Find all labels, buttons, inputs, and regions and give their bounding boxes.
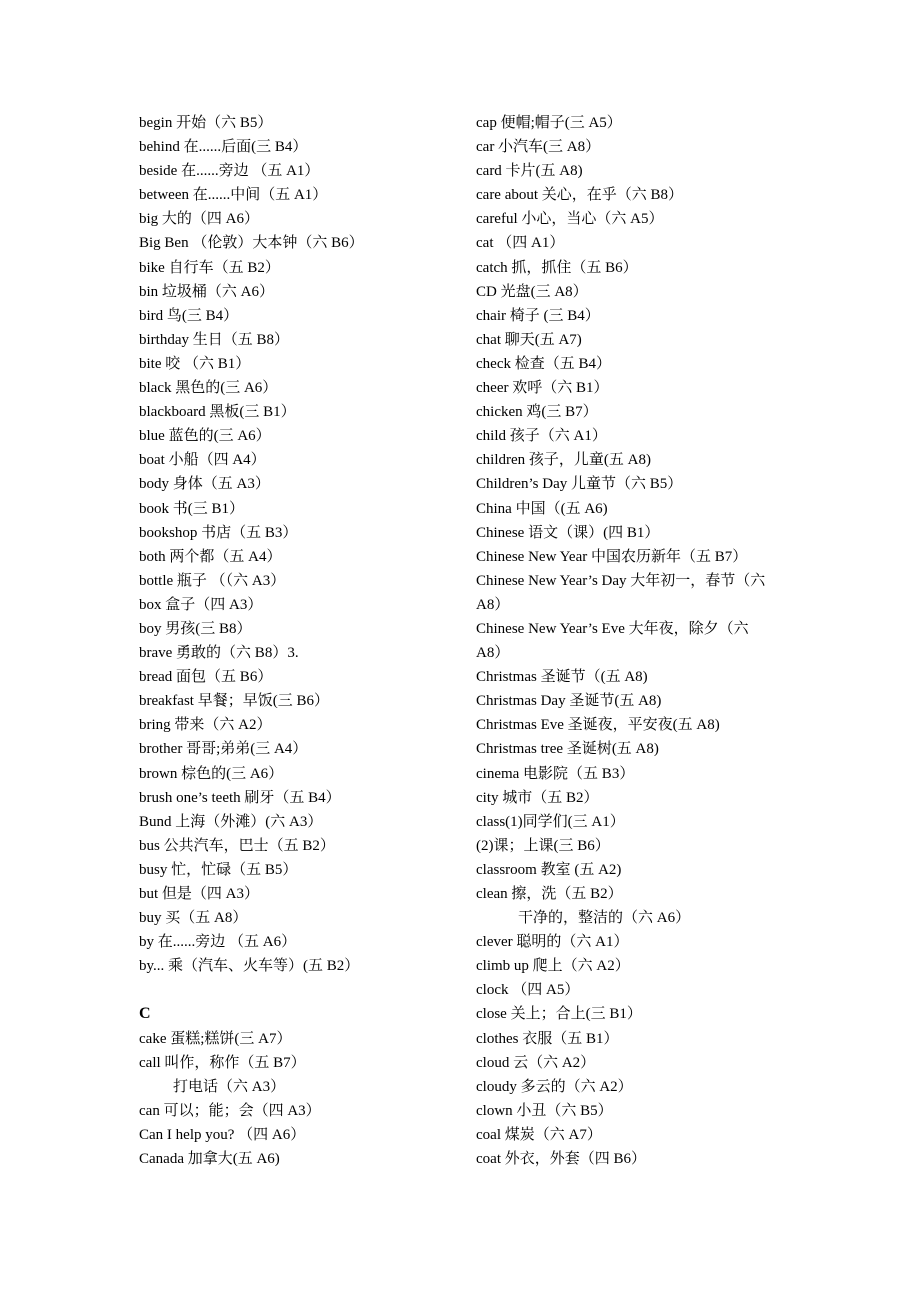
vocab-entry: breakfast 早餐；早饭(三 B6） (139, 693, 329, 710)
vocab-entry: bring 带来（六 A2） (139, 717, 272, 734)
vocab-entry: between 在......中间（五 A1） (139, 187, 328, 204)
vocab-entry: card 卡片(五 A8) (476, 163, 583, 180)
vocab-entry: 打电话（六 A3） (173, 1078, 286, 1095)
vocab-entry: bin 垃圾桶（六 A6） (139, 283, 275, 300)
vocab-entry: check 检查（五 B4） (476, 355, 611, 372)
vocab-entry: Children’s Day 儿童节（六 B5） (476, 476, 683, 493)
vocab-entry: brown 棕色的(三 A6） (139, 765, 284, 782)
vocab-entry: cheer 欢呼（六 B1） (476, 380, 609, 397)
left-column (139, 111, 459, 1171)
vocab-entry: by 在......旁边 （五 A6） (139, 934, 297, 951)
vocab-entry: Can I help you? （四 A6） (139, 1126, 306, 1143)
vocab-entry: cap 便帽;帽子(三 A5） (476, 115, 622, 131)
vocab-entry: bird 鸟(三 B4） (139, 307, 239, 324)
vocab-entry: clothes 衣服（五 B1） (476, 1030, 619, 1047)
vocab-entry: class(1)同学们(三 A1） (476, 813, 625, 830)
vocab-entry: China 中国（(五 A6) (476, 500, 608, 517)
vocab-entry: chair 椅子 (三 B4） (476, 307, 600, 324)
section-heading: C (139, 1005, 151, 1023)
vocab-entry: but 但是（四 A3） (139, 886, 260, 902)
vocab-entry: book 书(三 B1） (139, 500, 245, 517)
vocab-entry: bookshop 书店（五 B3） (139, 524, 298, 541)
vocab-entry: careful 小心，当心（六 A5） (476, 211, 664, 228)
vocab-entry: Canada 加拿大(五 A6) (139, 1151, 280, 1168)
vocab-entry: boat 小船（四 A4） (139, 452, 266, 469)
vocab-entry: bottle 瓶子 （（六 A3） (139, 572, 286, 589)
vocab-entry: brave 勇敢的（六 B8）3. (139, 645, 299, 662)
vocab-entry: bread 面包（五 B6） (139, 669, 273, 686)
vocab-entry: Bund 上海（外滩）(六 A3） (139, 813, 323, 830)
vocab-entry: busy 忙，忙碌（五 B5） (139, 861, 298, 878)
vocab-entry: Christmas 圣诞节（(五 A8) (476, 669, 648, 686)
vocab-entry: cloud 云（六 A2） (476, 1054, 596, 1071)
vocab-entry: big 大的（四 A6） (139, 211, 260, 228)
vocab-entry: beside 在......旁边 （五 A1） (139, 163, 320, 180)
vocab-entry: 干净的，整洁的（六 A6） (518, 910, 691, 927)
vocab-entry: coal 煤炭（六 A7） (476, 1126, 602, 1143)
vocab-entry: clean 擦，洗（五 B2） (476, 886, 623, 902)
vocab-entry: buy 买（五 A8） (139, 910, 248, 927)
vocab-entry: Big Ben （伦敦）大本钟（六 B6） (139, 235, 364, 252)
vocab-entry: cat （四 A1） (476, 235, 565, 252)
vocab-entry: bike 自行车（五 B2） (139, 259, 280, 276)
vocab-entry: blue 蓝色的(三 A6） (139, 428, 271, 445)
vocab-entry: CD 光盘(三 A8） (476, 283, 588, 300)
vocab-entry: brother 哥哥;弟弟(三 A4） (139, 741, 308, 758)
vocab-entry: climb up 爬上（六 A2） (476, 958, 630, 975)
vocab-entry: children 孩子，儿童(五 A8) (476, 452, 651, 469)
vocab-entry: child 孩子（六 A1） (476, 428, 607, 445)
vocab-entry: Chinese New Year’s Eve 大年夜，除夕（六 (476, 620, 749, 637)
vocab-entry: by... 乘（汽车、火车等）(五 B2） (139, 958, 360, 975)
vocab-entry: call 叫作，称作（五 B7） (139, 1054, 306, 1071)
vocab-entry: begin 开始（六 B5） (139, 115, 273, 131)
vocab-entry: clock （四 A5） (476, 982, 580, 999)
vocab-entry: can 可以；能；会（四 A3） (139, 1102, 321, 1119)
vocab-entry: A8） (476, 596, 510, 613)
vocab-entry: care about 关心，在乎（六 B8） (476, 187, 684, 204)
vocab-entry: city 城市（五 B2） (476, 789, 599, 806)
vocab-entry: blackboard 黑板(三 B1） (139, 404, 296, 421)
vocab-entry: chicken 鸡(三 B7） (476, 404, 598, 421)
blank-line (139, 978, 459, 1002)
vocab-entry: cloudy 多云的（六 A2） (476, 1078, 633, 1095)
vocab-entry: classroom 教室 (五 A2) (476, 861, 622, 878)
vocab-entry: Christmas Eve 圣诞夜，平安夜(五 A8) (476, 717, 720, 734)
vocab-entry: catch 抓，抓住（五 B6） (476, 259, 638, 276)
vocab-entry: A8） (476, 645, 510, 662)
vocab-entry: Christmas tree 圣诞树(五 A8) (476, 741, 659, 758)
vocab-entry: car 小汽车(三 A8） (476, 139, 601, 156)
vocab-entry: Christmas Day 圣诞节(五 A8) (476, 693, 662, 710)
vocab-entry: clown 小丑（六 B5） (476, 1102, 613, 1119)
vocab-entry: (2)课；上课(三 B6） (476, 837, 610, 854)
vocab-entry: black 黑色的(三 A6） (139, 380, 278, 397)
vocab-entry: close 关上；合上(三 B1） (476, 1006, 642, 1023)
vocab-entry: body 身体（五 A3） (139, 476, 270, 493)
vocab-entry: behind 在......后面(三 B4） (139, 139, 308, 156)
vocab-entry: both 两个都（五 A4） (139, 548, 282, 565)
vocab-entry: coat 外衣，外套（四 B6） (476, 1151, 646, 1168)
vocab-entry: box 盒子（四 A3） (139, 596, 263, 613)
vocab-entry: birthday 生日（五 B8） (139, 331, 289, 348)
vocab-entry: cake 蛋糕;糕饼(三 A7） (139, 1030, 292, 1047)
vocab-entry: boy 男孩(三 B8） (139, 620, 252, 637)
vocab-entry: Chinese New Year 中国农历新年（五 B7） (476, 548, 748, 565)
vocab-entry: cinema 电影院（五 B3） (476, 765, 635, 782)
vocab-entry: bite 咬 （六 B1） (139, 355, 251, 372)
vocab-entry: bus 公共汽车，巴士（五 B2） (139, 837, 335, 854)
vocab-entry: clever 聪明的（六 A1） (476, 934, 629, 951)
vocab-entry: brush one’s teeth 刷牙（五 B4） (139, 789, 341, 806)
right-column (476, 111, 796, 1171)
vocab-entry: Chinese New Year’s Day 大年初一，春节（六 (476, 572, 766, 589)
vocab-entry: Chinese 语文（课）(四 B1） (476, 524, 660, 541)
vocab-entry: chat 聊天(五 A7) (476, 331, 582, 348)
